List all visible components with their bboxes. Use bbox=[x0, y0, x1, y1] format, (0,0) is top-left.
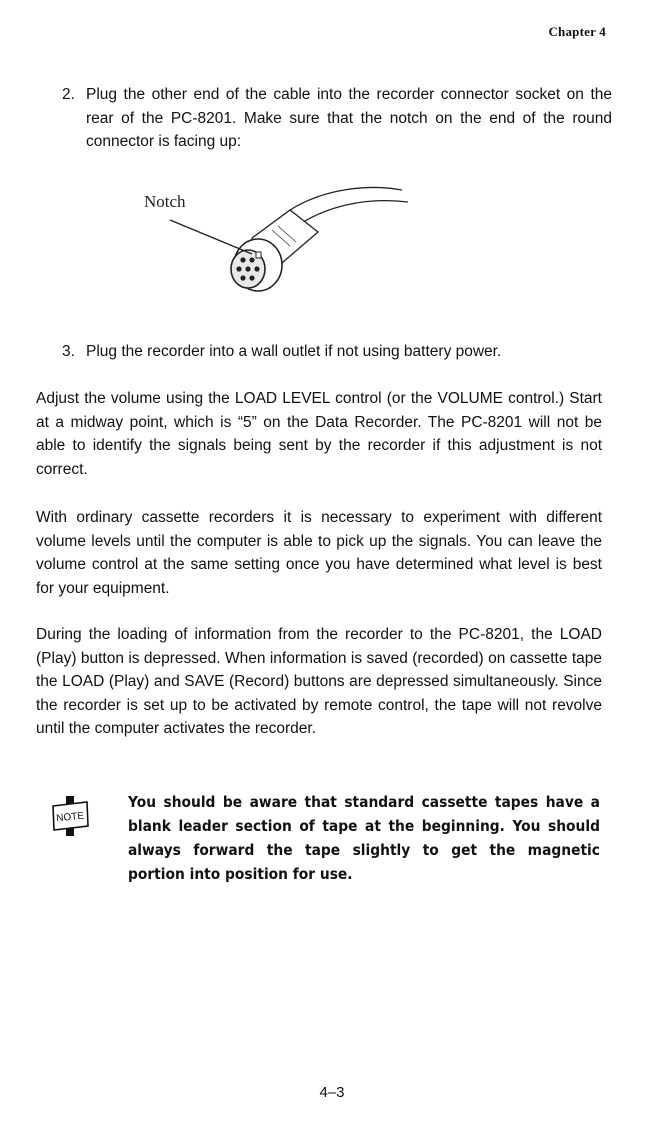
note-text: You should be aware that standard cassette tapes have a blank leader section of tape at the beginning. You should always forward the tape slightly to get the magnetic portion into position for use. bbox=[128, 793, 600, 883]
paragraph-cassette: With ordinary cassette recorders it is necessary to experiment with different volume levels until the computer is able to pick up the signals. You can leave the volume control at the same setting once you have determined what level is best for your equipment. bbox=[36, 509, 602, 597]
paragraph-volume: Adjust the volume using the LOAD LEVEL control (or the VOLUME control.) Start at a midway point, which is “5” on the Data Recorder. The PC-8201 will not be able to identify the signals being sent by the recorder if this adjustment is not correct. bbox=[36, 390, 602, 478]
step-number: 3. bbox=[62, 343, 75, 360]
chapter-header: Chapter 4 bbox=[548, 24, 606, 39]
step-2 bbox=[62, 83, 612, 154]
paragraph-loading: During the loading of information from the recorder to the PC-8201, the LOAD (Play) button is depressed. When information is saved (recorded) on cassette tape the LOAD (Play) and SAVE (Record) buttons are depressed simultaneously. Since the recorder is set up to be activated by remote control, the tape will not revolve until the computer activates the recorder. bbox=[36, 626, 602, 737]
connector-figure bbox=[140, 180, 430, 310]
notch-label: Notch bbox=[144, 192, 186, 211]
step-text: Plug the other end of the cable into the recorder connector socket on the rear of the PC-8201. Make sure that the notch on the end of the round connector is facing up: bbox=[86, 86, 612, 150]
note-icon-label: NOTE bbox=[55, 810, 85, 825]
step-text: Plug the recorder into a wall outlet if not using battery power. bbox=[86, 343, 502, 360]
round-connector-illustration bbox=[140, 180, 430, 310]
step-3 bbox=[62, 340, 612, 364]
step-number: 2. bbox=[62, 86, 75, 103]
note-icon bbox=[50, 794, 90, 838]
page-number: 4–3 bbox=[319, 1084, 345, 1101]
